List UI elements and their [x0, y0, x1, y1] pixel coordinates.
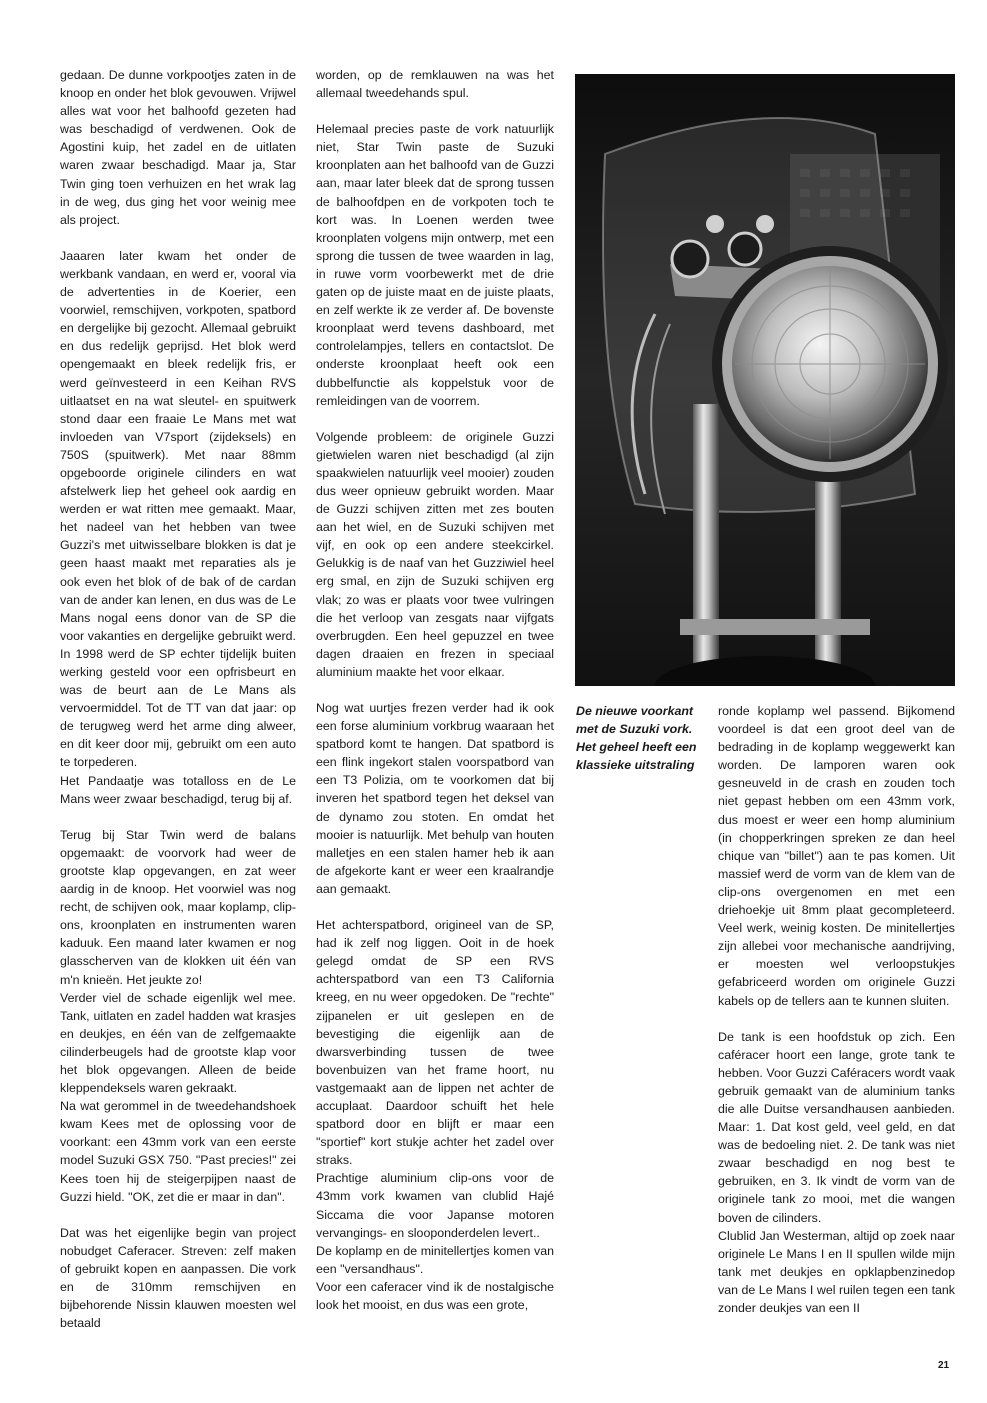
paragraph: gedaan. De dunne vorkpootjes zaten in de knoop en onder het blok gevouwen. Vrijwel alles wat voor het balhoofd gezeten had was beschadigd of verdwenen. Ook de Agostini kuip, het zadel en de uitlaten waren zwaar beschadigd. Maar ja, Star Twin ging toen verhuizen en het wrak lag in de weg, dus ging het voor weinig mee als project.: [60, 68, 296, 227]
text-column-2: [316, 66, 554, 1314]
page-number: 21: [938, 1360, 950, 1371]
paragraph: De tank is een hoofdstuk op zich. Een caféracer hoort een lange, grote tank te hebben. Voor Guzzi Caféracers wordt vaak gebruik gemaakt van de aluminium tanks die alle Duitse versandhausen aanbieden. Maar: 1. Dat kost geld, veel geld, en dat was de bedoeling niet. 2. De tank was niet zwaar beschadigd en nog best te gebruiken, en 3. Ik vindt de vorm van de originele tank zo mooi, met die wangen boven de cilinders.: [718, 1029, 955, 1225]
paragraph: Verder viel de schade eigenlijk wel mee. Tank, uitlaten en zadel hadden wat krasjes en deukjes, en één van de zelfgemaakte cilinderbeugels had de grootste klap voor het blok opgevangen. Alleen de beide kleppendeksels waren gekraakt.: [60, 990, 296, 1096]
paragraph: ronde koplamp wel passend. Bijkomend voordeel is dat een groot deel van de bedrading in de koplamp weggewerkt kan worden. De lamporen waren ook gesneuveld in de crash en zouden toch niet gepast hebben om een 43mm vork, dus moest er weer een homp aluminium (in chopperkringen spreken ze dan heel chique van "billet") aan te pas komen. Uit massief werd de vorm van de klem van de clip-ons overgenomen en met een driehoekje uit 8mm plaat gecompleteerd. Veel werk, weinig kosten. De minitellertjes zijn allebei voor mechanische aandrijving, er moesten wel verloopstukjes gefabriceerd worden om originele Guzzi kabels op de tellers aan te kunnen sluiten.: [718, 704, 955, 1008]
paragraph: Helemaal precies paste de vork natuurlijk niet, Star Twin paste de Suzuki kroonplaten aan het balhoofd van de Guzzi aan, maar later bleek dat de sprong tussen de balhoofdpen en de vorkpoten toch te kort was. In Loenen werden twee kroonplaten volgens mijn ontwerp, met een sprong die tussen de twee waarden in lag, in ruwe vorm voorbewerkt met de drie gaten op de juiste maat en de juiste plaats, en zelf werkte ik ze verder af. De bovenste kroonplaat werd tevens dashboard, met controlelampjes, tellers en contactslot. De onderste kroonplaat heeft ook een dubbelfunctie als koppelstuk voor de remleidingen van de voorrem.: [316, 122, 554, 408]
paragraph: Clublid Jan Westerman, altijd op zoek naar originele Le Mans I en II spullen wilde mijn tank met deukjes en opklapbenzinedop van de Le Mans I wel ruilen tegen een tank zonder deukjes van een II: [718, 1228, 955, 1315]
text-column-1: [60, 66, 296, 1332]
paragraph: Terug bij Star Twin werd de balans opgemaakt: de voorvork had weer de grootste klap opgevangen, en zat weer aardig in de knoop. Het voorwiel was nog recht, de schijven ook, maar koplamp, clip-ons, kroonplaten en instrumenten waren kaduuk. Een maand later kwamen er nog glasscherven van de klokken uit één van m'n knieën. Het jeukte zo!: [60, 827, 296, 987]
text-column-3: [718, 702, 955, 1317]
paragraph: Jaaaren later kwam het onder de werkbank vandaan, en werd er, vooral via de advertenties in de Koerier, een voorwiel, remschijven, vorkpoten, spatbord en dergelijke bij gezocht. Allemaal gebruikt en dus redelijk geprijsd. Het blok werd opengemaakt en bleek redelijk fris, er werd geïnvesteerd in een Keihan RVS uitlaatset en na wat sleutel- en spuitwerk stond daar een fraaie Le Mans met wat invloeden van V7sport (zijdeksels) en 750S (spuitwerk). Met naar 88mm opgeboorde originele cilinders en wat afstelwerk liep het geheel ook aardig en werden er wat ritten mee gemaakt. Maar, het nadeel van het hebben van twee Guzzi's met uitwisselbare blokken is dat je geen haast maakt met reparaties als je ook even het blok of de bak of de cardan van de ander kan lenen, en dus was de Le Mans nogal eens donor van de SP die voor vakanties en dergelijke gebruikt werd. In 1998 werd de SP echter tijdelijk buiten werking gesteld voor een opfrisbeurt en was de beurt aan de Le Mans als vervoermiddel. Tot de TT van dat jaar: op de terugweg werd het arme ding alweer, en dit keer door mij, gebruikt om een auto te torpederen.: [60, 248, 296, 770]
photo-caption: De nieuwe voorkant met de Suzuki vork. Het geheel heeft een klassieke uitstraling: [576, 704, 697, 772]
paragraph: Het Pandaatje was totalloss en de Le Mans weer zwaar beschadigd, terug bij af.: [60, 773, 296, 806]
paragraph: Nog wat uurtjes frezen verder had ik ook een forse aluminium vorkbrug waaraan het spatbord komt te hangen. Dat spatbord is een flink ingekort stalen voorspatbord van een T3 Polizia, om te voorkomen dat bij inveren het spatbord tegen het deksel van de dynamo zou stoten. En omdat het mooier is natuurlijk. Met behulp van houten malletjes en een stalen hamer heb ik aan de afgekorte kant er weer een kraalrandje aan gemaakt.: [316, 701, 554, 896]
paragraph: worden, op de remklauwen na was het allemaal tweedehands spul.: [316, 68, 554, 101]
motorcycle-front-photo: [575, 74, 955, 686]
paragraph: De koplamp en de minitellertjes komen van een "versandhaus".: [316, 1243, 554, 1276]
paragraph: Na wat gerommel in de tweedehandshoek kwam Kees met de oplossing voor de voorkant: een 43mm vork van een eerste model Suzuki GSX 750. "Past precies!" zei Kees toen hij de steigerpijpen naast de Guzzi hield. "OK, zet die er maar in dan".: [60, 1099, 296, 1204]
paragraph: Volgende probleem: de originele Guzzi gietwielen waren niet beschadigd (al zijn spaakwielen natuurlijk veel mooier) zouden dus weer opnieuw gebruikt worden. Maar de Guzzi schijven zitten met zes bouten aan het wiel, en de Suzuki schijven met vijf, en ook op een andere steekcirkel. Gelukkig is de naaf van het Guzziwiel heel erg smal, en zijn de Suzuki schijven erg vlak; zo was er plaats voor twee vulringen die het verloop van zesgats naar vijfgats overbrugden. Een heel gepuzzel en twee dagen draaien en frezen in speciaal aluminium maakte het voor elkaar.: [316, 429, 554, 679]
paragraph: Dat was het eigenlijke begin van project nobudget Caferacer. Streven: zelf maken of gebruikt kopen en aanpassen. Die vork en de 310mm remschijven en bijbehorende Nissin klauwen moesten wel betaald: [60, 1225, 296, 1331]
paragraph: Prachtige aluminium clip-ons voor de 43mm vork kwamen van clublid Hajé Siccama die voor Japanse motoren vervangings- en slooponderdelen levert..: [316, 1171, 554, 1240]
paragraph: Voor een caferacer vind ik de nostalgische look het mooist, en dus was een grote,: [316, 1279, 554, 1312]
paragraph: Het achterspatbord, origineel van de SP, had ik zelf nog liggen. Ooit in de hoek gelegd omdat de SP een RVS achterspatbord van een T3 California kreeg, en nu weer opgedoken. De "rechte" zijpanelen er uit geslepen en de bevestiging die eigenlijk aan de dwarsverbinding tussen de twee bovenbuizen van het frame hoort, nu vastgemaakt aan de lippen net achter de accuplaat. Daardoor schuift het hele spatbord door en blijft er maar een "sportief" kort stukje achter het zadel over straks.: [316, 918, 554, 1168]
headlamp-fork-illustration: [575, 74, 955, 686]
